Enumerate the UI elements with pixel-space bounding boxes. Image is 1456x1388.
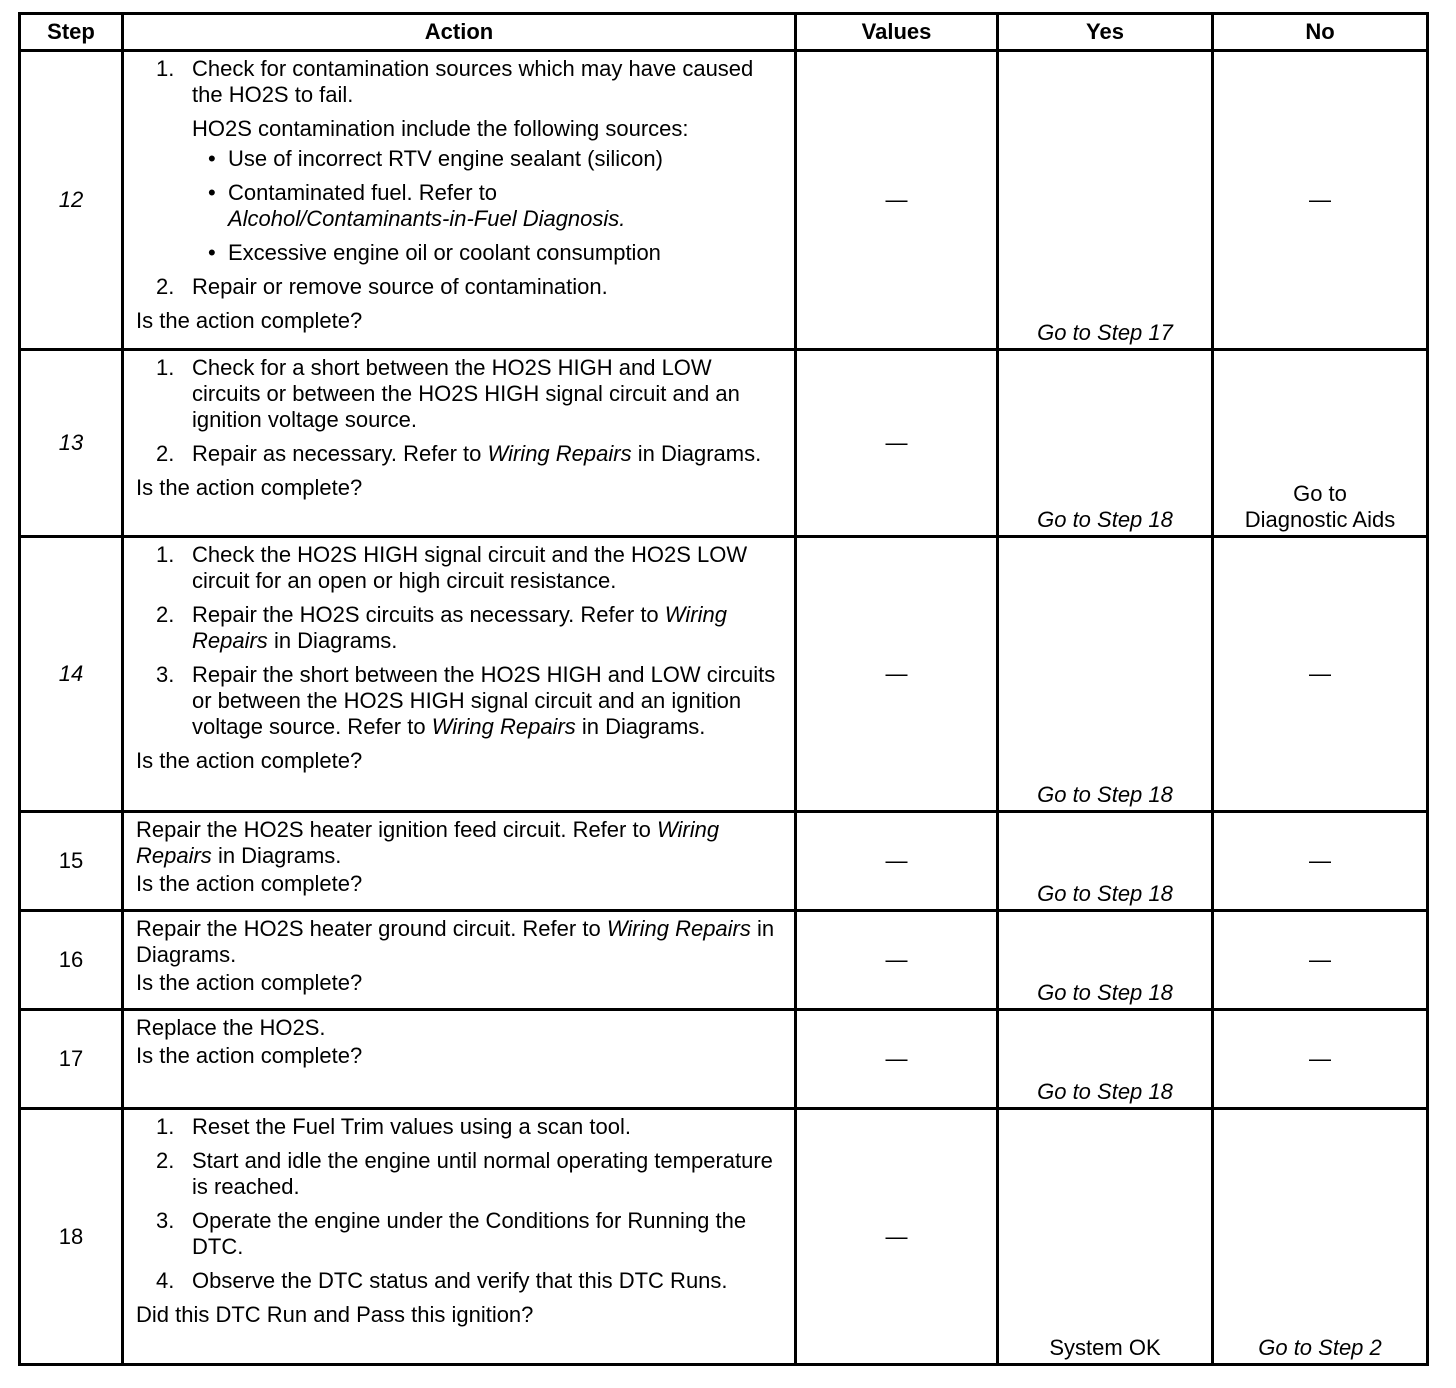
- step-number: 12: [20, 51, 123, 350]
- table-row-step-16: [20, 911, 1428, 1010]
- action-list: [136, 56, 784, 300]
- action-list: [136, 1114, 784, 1294]
- sub-text: HO2S contamination include the following sources:: [192, 116, 689, 141]
- question-text: Is the action complete?: [136, 748, 363, 773]
- yes-cell: Go to Step 18: [998, 1010, 1213, 1109]
- table-row-step-18: [20, 1109, 1428, 1365]
- diagnostic-table: [18, 12, 1429, 1366]
- list-item: 1. Check the HO2S HIGH signal circuit and the HO2S LOW circuit for an open or high circuit resistance.: [156, 542, 748, 593]
- dash-value: —: [1309, 661, 1331, 686]
- action-cell: Repair the HO2S heater ignition feed circuit. Refer to Wiring Repairs in Diagrams. Is the action complete?: [123, 812, 796, 911]
- dash-value: —: [1309, 1046, 1331, 1071]
- values-cell: [796, 537, 998, 812]
- no-cell: Go to Diagnostic Aids: [1213, 350, 1428, 537]
- header-values: Values: [796, 14, 998, 51]
- yes-cell: System OK: [998, 1109, 1213, 1365]
- bullet-list: [192, 146, 784, 266]
- dash-value: —: [1309, 187, 1331, 212]
- dash-value: —: [885, 1046, 908, 1071]
- step-number: 15: [20, 812, 123, 911]
- no-cell: [1213, 812, 1428, 911]
- bullet-item: • Use of incorrect RTV engine sealant (silicon): [192, 146, 784, 172]
- dash-value: —: [885, 947, 908, 972]
- no-cell: [1213, 1010, 1428, 1109]
- question-text: Did this DTC Run and Pass this ignition?: [136, 1302, 534, 1327]
- values-cell: [796, 812, 998, 911]
- action-cell: Replace the HO2S. Is the action complete?: [123, 1010, 796, 1109]
- table-row-step-17: [20, 1010, 1428, 1109]
- header-step: Step: [20, 14, 123, 51]
- action-list: [136, 542, 784, 740]
- yes-cell: Go to Step 18: [998, 350, 1213, 537]
- question-text: Is the action complete?: [136, 970, 363, 995]
- dash-value: —: [885, 187, 908, 212]
- header-no: No: [1213, 14, 1428, 51]
- question-text: Is the action complete?: [136, 1043, 363, 1068]
- yes-cell: Go to Step 17: [998, 51, 1213, 350]
- header-yes: Yes: [998, 14, 1213, 51]
- list-item: 2. Repair the HO2S circuits as necessary. Refer to Wiring Repairs in Diagrams.: [156, 602, 727, 653]
- values-cell: [796, 1109, 998, 1365]
- list-item: 1. Check for contamination sources which may have caused the HO2S to fail. HO2S contamination include the following sources: • Use of incorrect RTV engine sealant (silicon) • Contaminated fuel. Refer to Alcohol/Contaminants-in-Fuel Diagnosis. • Excessive engine oil or coolant consumption: [136, 56, 784, 266]
- yes-cell: Go to Step 18: [998, 911, 1213, 1010]
- bullet-item: • Excessive engine oil or coolant consumption: [192, 240, 784, 266]
- dash-value: —: [885, 848, 908, 873]
- action-cell: [123, 51, 796, 350]
- step-number: 18: [20, 1109, 123, 1365]
- step-number: 17: [20, 1010, 123, 1109]
- bullet-item: • Contaminated fuel. Refer to Alcohol/Contaminants-in-Fuel Diagnosis.: [192, 180, 784, 232]
- action-cell: [123, 1109, 796, 1365]
- header-action: Action: [123, 14, 796, 51]
- dash-value: —: [885, 661, 908, 686]
- values-cell: [796, 51, 998, 350]
- yes-cell: Go to Step 18: [998, 537, 1213, 812]
- dash-value: —: [1309, 947, 1331, 972]
- dash-value: —: [885, 430, 908, 455]
- table-row-step-13: [20, 350, 1428, 537]
- list-item: 1. Check for a short between the HO2S HIGH and LOW circuits or between the HO2S HIGH signal circuit and an ignition voltage source.: [156, 355, 740, 432]
- action-cell: Repair the HO2S heater ground circuit. Refer to Wiring Repairs in Diagrams. Is the action complete?: [123, 911, 796, 1010]
- list-item: 4. Observe the DTC status and verify that this DTC Runs.: [156, 1268, 728, 1293]
- no-cell: [1213, 537, 1428, 812]
- step-number: 14: [20, 537, 123, 812]
- step-number: 16: [20, 911, 123, 1010]
- dash-value: —: [885, 1223, 908, 1249]
- table-row-step-15: [20, 812, 1428, 911]
- no-cell: Go to Step 2: [1213, 1109, 1428, 1365]
- values-cell: [796, 911, 998, 1010]
- dash-value: —: [1309, 848, 1331, 873]
- list-item: 2. Repair as necessary. Refer to Wiring Repairs in Diagrams.: [156, 441, 762, 466]
- values-cell: [796, 350, 998, 537]
- action-cell: [123, 537, 796, 812]
- action-cell: [123, 350, 796, 537]
- action-list: [136, 355, 784, 467]
- question-text: Is the action complete?: [136, 871, 363, 896]
- list-item: 3. Operate the engine under the Conditions for Running the DTC.: [156, 1208, 747, 1259]
- table-row-step-12: [20, 51, 1428, 350]
- header-row: [20, 14, 1428, 51]
- no-cell: [1213, 911, 1428, 1010]
- step-number: 13: [20, 350, 123, 537]
- values-cell: [796, 1010, 998, 1109]
- question-text: Is the action complete?: [136, 475, 363, 500]
- table-row-step-14: [20, 537, 1428, 812]
- list-item: 2. Repair or remove source of contamination.: [156, 274, 608, 299]
- yes-cell: Go to Step 18: [998, 812, 1213, 911]
- question-text: Is the action complete?: [136, 308, 363, 333]
- no-cell: [1213, 51, 1428, 350]
- list-item: 2. Start and idle the engine until normal operating temperature is reached.: [156, 1148, 773, 1199]
- list-item: 3. Repair the short between the HO2S HIGH and LOW circuits or between the HO2S HIGH signal circuit and an ignition voltage source. Refer to Wiring Repairs in Diagrams.: [156, 662, 776, 739]
- list-item: 1. Reset the Fuel Trim values using a scan tool.: [156, 1114, 631, 1139]
